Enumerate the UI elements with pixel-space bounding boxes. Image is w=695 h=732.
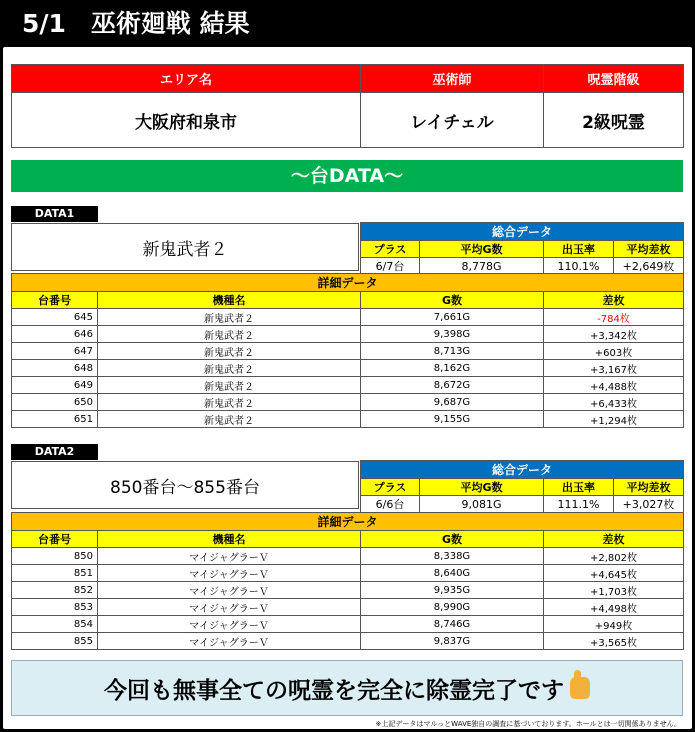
plus-value: 6/7台 xyxy=(361,258,420,275)
table-row xyxy=(12,377,684,394)
table-row xyxy=(12,360,684,377)
detail-title: 詳細データ xyxy=(12,274,684,292)
data1-summary-table xyxy=(360,222,684,275)
table-row xyxy=(12,326,684,343)
model-header: 機種名 xyxy=(98,531,361,548)
machine-no-cell: 854 xyxy=(12,616,98,633)
avg-diff-value: +2,649枚 xyxy=(614,258,684,275)
model-name-cell: マイジャグラーＶ xyxy=(98,633,361,650)
machine-no-cell: 853 xyxy=(12,599,98,616)
summary-title: 総合データ xyxy=(361,461,684,479)
machine-no-cell: 650 xyxy=(12,394,98,411)
sorcerer-header: 巫術師 xyxy=(361,65,544,93)
data1-rows xyxy=(12,309,684,428)
payout-rate-value: 111.1% xyxy=(544,496,614,513)
machine-no-cell: 649 xyxy=(12,377,98,394)
games-cell: 8,990G xyxy=(361,599,544,616)
table-row xyxy=(12,548,684,565)
games-cell: 8,746G xyxy=(361,616,544,633)
avg-diff-header: 平均差枚 xyxy=(614,479,684,496)
payout-rate-value: 110.1% xyxy=(544,258,614,275)
diff-header: 差枚 xyxy=(544,292,684,309)
table-row xyxy=(12,565,684,582)
summary-title: 総合データ xyxy=(361,223,684,241)
model-header: 機種名 xyxy=(98,292,361,309)
machine-no-cell: 648 xyxy=(12,360,98,377)
curse-grade-header: 呪霊階級 xyxy=(544,65,684,93)
games-cell: 8,713G xyxy=(361,343,544,360)
table-row xyxy=(12,411,684,428)
model-name-cell: 新鬼武者２ xyxy=(98,343,361,360)
machine-no-cell: 647 xyxy=(12,343,98,360)
diff-cell: +949枚 xyxy=(544,616,684,633)
data1-detail-table xyxy=(11,273,684,428)
diff-cell: +1,703枚 xyxy=(544,582,684,599)
data1-tag: DATA1 xyxy=(11,206,98,222)
data2-machine-name: 850番台～855番台 xyxy=(11,461,359,509)
avg-games-value: 8,778G xyxy=(420,258,544,275)
games-header: G数 xyxy=(361,292,544,309)
plus-header: プラス xyxy=(361,241,420,258)
model-name-cell: 新鬼武者２ xyxy=(98,394,361,411)
diff-cell: +1,294枚 xyxy=(544,411,684,428)
avg-games-header: 平均G数 xyxy=(420,479,544,496)
data2-rows xyxy=(12,548,684,650)
machine-no-cell: 851 xyxy=(12,565,98,582)
completion-message xyxy=(11,660,683,716)
machine-no-cell: 646 xyxy=(12,326,98,343)
games-cell: 9,935G xyxy=(361,582,544,599)
table-row xyxy=(12,582,684,599)
machine-no-header: 台番号 xyxy=(12,292,98,309)
games-cell: 7,661G xyxy=(361,309,544,326)
plus-value: 6/6台 xyxy=(361,496,420,513)
games-header: G数 xyxy=(361,531,544,548)
games-cell: 8,338G xyxy=(361,548,544,565)
message-text: 今回も無事全ての呪霊を完全に除霊完了です xyxy=(104,677,564,704)
diff-cell: +4,498枚 xyxy=(544,599,684,616)
machine-no-cell: 852 xyxy=(12,582,98,599)
table-row xyxy=(12,309,684,326)
page-title: 5/1 巫術廻戦 結果 xyxy=(22,9,250,38)
table-row xyxy=(12,394,684,411)
curse-grade-value: 2級呪霊 xyxy=(544,93,684,148)
diff-cell: +4,645枚 xyxy=(544,565,684,582)
model-name-cell: 新鬼武者２ xyxy=(98,309,361,326)
games-cell: 8,672G xyxy=(361,377,544,394)
diff-header: 差枚 xyxy=(544,531,684,548)
data2-summary-table xyxy=(360,460,684,513)
data1-machine-name: 新鬼武者２ xyxy=(11,223,359,271)
diff-cell: -784枚 xyxy=(544,309,684,326)
machine-no-header: 台番号 xyxy=(12,531,98,548)
games-cell: 8,640G xyxy=(361,565,544,582)
avg-games-value: 9,081G xyxy=(420,496,544,513)
model-name-cell: 新鬼武者２ xyxy=(98,360,361,377)
machine-no-cell: 855 xyxy=(12,633,98,650)
payout-rate-header: 出玉率 xyxy=(544,241,614,258)
payout-rate-header: 出玉率 xyxy=(544,479,614,496)
avg-diff-header: 平均差枚 xyxy=(614,241,684,258)
model-name-cell: 新鬼武者２ xyxy=(98,377,361,394)
avg-games-header: 平均G数 xyxy=(420,241,544,258)
thumbs-up-icon xyxy=(570,677,590,699)
diff-cell: +603枚 xyxy=(544,343,684,360)
model-name-cell: マイジャグラーＶ xyxy=(98,599,361,616)
model-name-cell: 新鬼武者２ xyxy=(98,326,361,343)
machine-no-cell: 850 xyxy=(12,548,98,565)
table-row xyxy=(12,343,684,360)
table-row xyxy=(12,616,684,633)
avg-diff-value: +3,027枚 xyxy=(614,496,684,513)
data2-detail-table xyxy=(11,512,684,650)
diff-cell: +3,167枚 xyxy=(544,360,684,377)
footnote: ※上記データはマルっとWAVE独自の調査に基づいております。ホールとは一切関係ありません。 xyxy=(375,720,681,728)
plus-header: プラス xyxy=(361,479,420,496)
machine-no-cell: 645 xyxy=(12,309,98,326)
diff-cell: +2,802枚 xyxy=(544,548,684,565)
machine-no-cell: 651 xyxy=(12,411,98,428)
area-info-table xyxy=(11,64,684,148)
games-cell: 9,398G xyxy=(361,326,544,343)
model-name-cell: 新鬼武者２ xyxy=(98,411,361,428)
games-cell: 8,162G xyxy=(361,360,544,377)
detail-title: 詳細データ xyxy=(12,513,684,531)
model-name-cell: マイジャグラーＶ xyxy=(98,548,361,565)
area-header: エリア名 xyxy=(12,65,361,93)
games-cell: 9,837G xyxy=(361,633,544,650)
games-cell: 9,155G xyxy=(361,411,544,428)
diff-cell: +3,565枚 xyxy=(544,633,684,650)
diff-cell: +4,488枚 xyxy=(544,377,684,394)
diff-cell: +3,342枚 xyxy=(544,326,684,343)
table-row xyxy=(12,599,684,616)
model-name-cell: マイジャグラーＶ xyxy=(98,616,361,633)
section-title: ～台DATA～ xyxy=(11,160,683,192)
diff-cell: +6,433枚 xyxy=(544,394,684,411)
games-cell: 9,687G xyxy=(361,394,544,411)
data2-tag: DATA2 xyxy=(11,444,98,460)
model-name-cell: マイジャグラーＶ xyxy=(98,582,361,599)
table-row xyxy=(12,633,684,650)
sorcerer-value: レイチェル xyxy=(361,93,544,148)
area-value: 大阪府和泉市 xyxy=(12,93,361,148)
model-name-cell: マイジャグラーＶ xyxy=(98,565,361,582)
